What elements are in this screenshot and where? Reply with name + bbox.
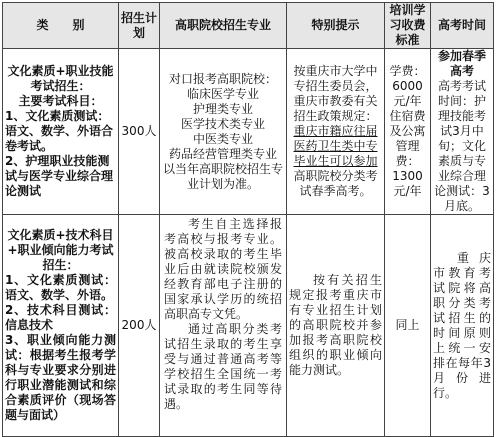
hints-text: 高职院校分类考试春季高考。 (293, 169, 378, 198)
admissions-table (2, 2, 494, 437)
tuition-label: 学费： (389, 64, 426, 78)
header-plan: 招生计划 (119, 3, 160, 49)
major-note: 以当年高职院校招生专业计划为准。 (162, 161, 283, 191)
hints-underlined-text: 重庆市籍应往届医药卫生类中专毕业生可以参加 (293, 124, 378, 168)
major-item: 医学技术类专业 (180, 116, 265, 131)
table-row (3, 49, 494, 215)
header-fee: 培训学习收费标准 (385, 3, 431, 49)
plan-cell: 300人 (119, 49, 160, 215)
category-line: 2、技术科目测试：信息技术 (5, 303, 116, 332)
category-line: 1、文化素质测试：语文、数学、外语合卷考试。 (5, 109, 114, 153)
category-line: 1、文化素质测试：语文、数学、外语。 (5, 273, 116, 302)
dorm-value: 1300元/年 (392, 169, 423, 198)
hints-text: 按有关招生规定报考重庆市有专业招生计划的高职院校并参加报考高职院校组织的职业倾向能力测试。 (289, 273, 382, 377)
major-paragraph: 通过高职分类考试招生录取的考生享受与通过普通高考等学校招生全国统一考试录取的考生同等待遇。 (164, 322, 282, 411)
header-row (3, 3, 494, 49)
hints-text: 按重庆市大学中专招生委员会，重庆市教委有关招生政策规定： (293, 64, 378, 123)
major-item: 药品经营管理类专业 (168, 146, 277, 161)
category-cell (3, 215, 119, 437)
major-intro: 对口报考高职院校： (168, 71, 277, 86)
exam-type: 参加春季高考 (437, 49, 486, 78)
exam-time-text: 高考考试时间：护理技能考试3月中旬；文化素质与专业综合理论测试：3月底。 (434, 79, 490, 213)
fee-cell: 同上 (385, 215, 431, 437)
category-title: 文化素质+技术科目+职业倾向能力考试招生： (7, 228, 114, 272)
dorm-label: 住宿费及公寓管理费： (389, 109, 426, 168)
tuition-value: 6000元/年 (392, 79, 423, 108)
header-major: 高职院校招生专业 (160, 3, 287, 49)
category-line: 主要考试科目： (18, 94, 103, 108)
major-item: 中医类专业 (192, 131, 253, 146)
exam-time-text: 重庆市教育考试院将高职分类考试招生的时间原则上统一安排在每年3月份进行。 (433, 250, 491, 400)
header-category: 类 别 (3, 3, 119, 49)
exam-time-cell (431, 215, 494, 437)
table-row (3, 215, 494, 437)
major-item: 临床医学专业 (186, 86, 259, 101)
hints-cell (287, 215, 385, 437)
major-cell (160, 215, 287, 437)
major-item: 护理类专业 (192, 101, 253, 116)
header-hints: 特别提示 (287, 3, 385, 49)
fee-cell (385, 49, 431, 215)
category-cell (3, 49, 119, 215)
category-line: 3、职业倾向能力测试：根据考生报考学科与专业要求分别进行职业潜能测试和综合素质评价（现场答题与面试） (5, 333, 116, 422)
exam-time-cell (431, 49, 494, 215)
plan-cell: 200人 (119, 215, 160, 437)
major-paragraph: 考生自主选择报考高校与报考专业。被高校录取的考生毕业后由就读院校颁发经教育部电子注册的国家承认学历的统招高职高专文凭。 (164, 217, 282, 321)
hints-cell (287, 49, 385, 215)
category-line: 2、护理职业技能测试与医学专业综合理论测试 (5, 154, 114, 198)
major-cell (160, 49, 287, 215)
category-title: 文化素质+职业技能考试招生： (7, 64, 114, 93)
header-exam-time: 高考时间 (431, 3, 494, 49)
